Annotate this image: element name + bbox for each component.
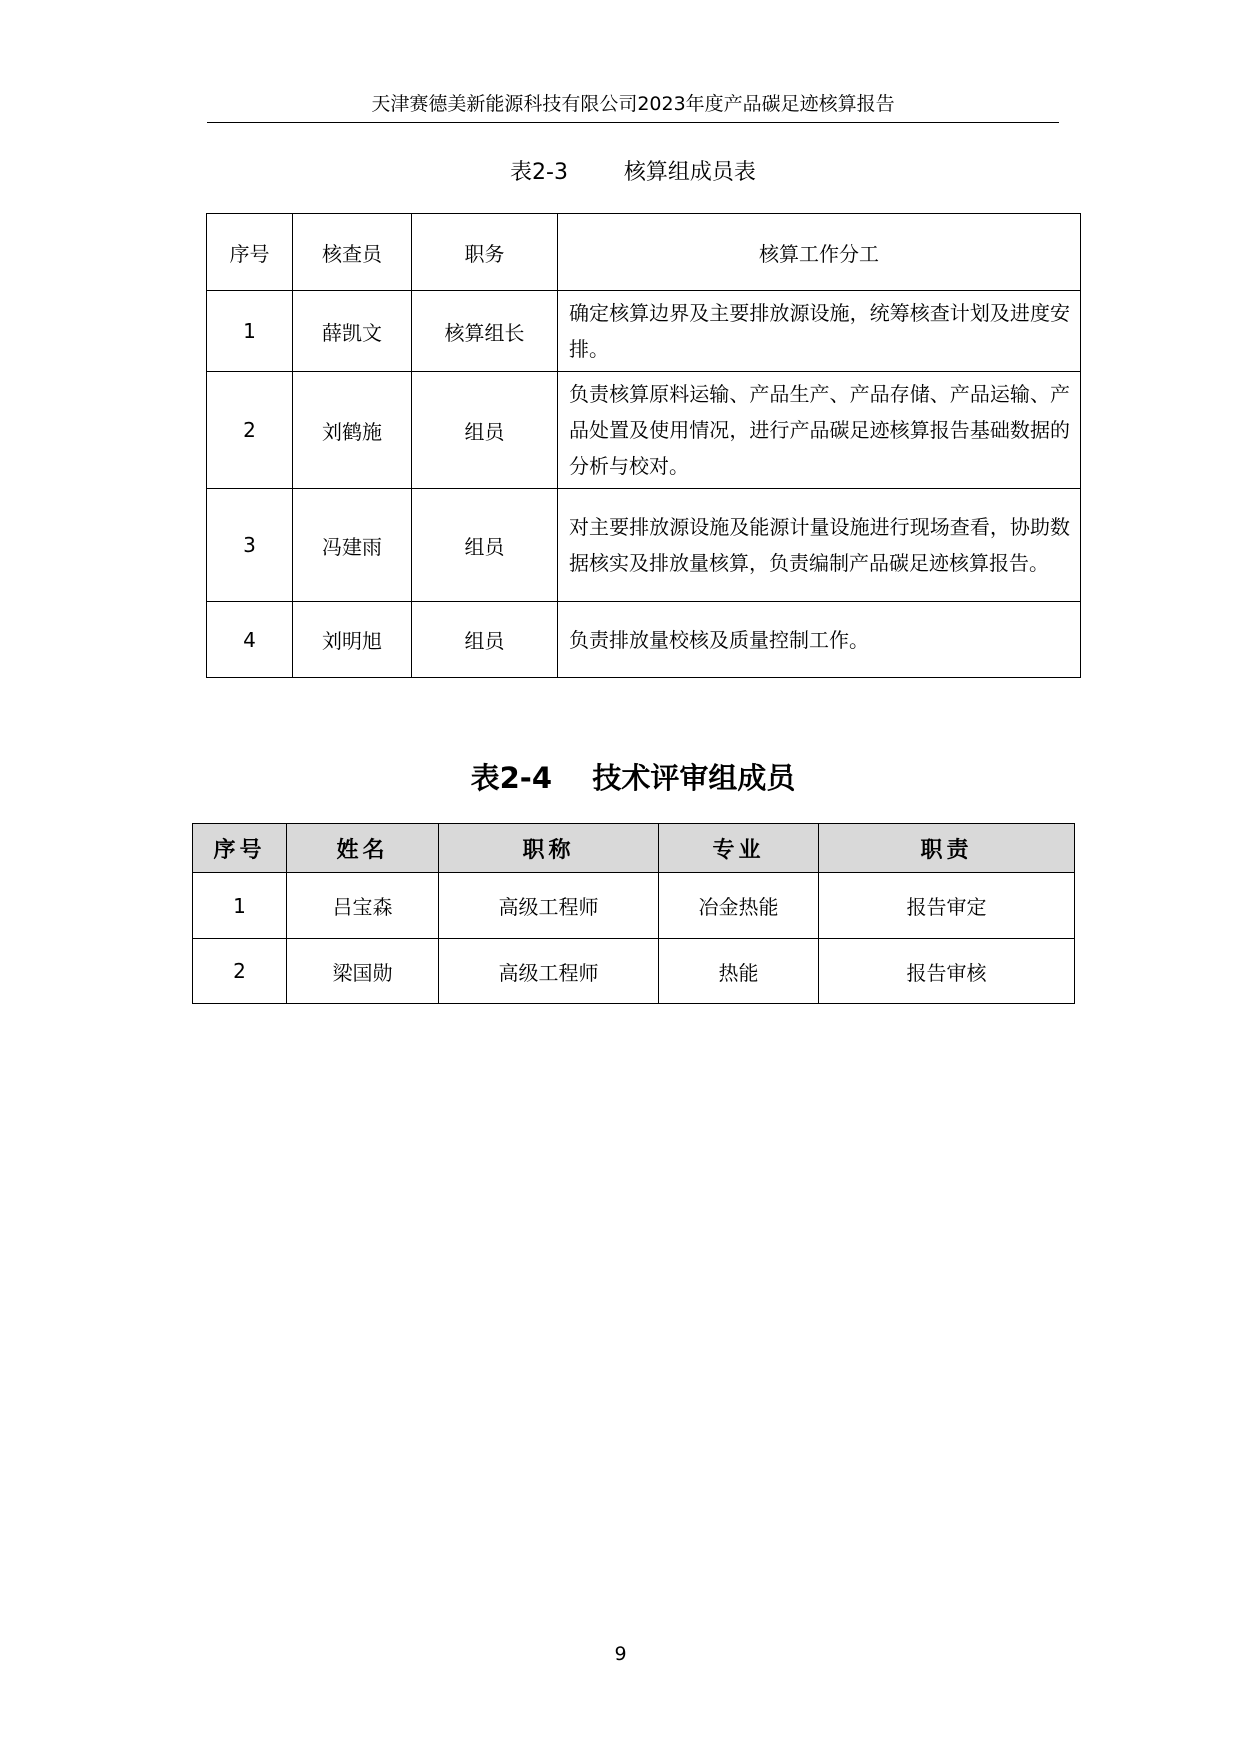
column-header-duty: 职责 <box>819 824 1075 873</box>
cell-name: 吕宝森 <box>287 873 439 939</box>
cell-position: 组员 <box>412 489 558 602</box>
table-row <box>193 939 1075 1004</box>
table-header-row <box>207 214 1081 291</box>
column-header-auditor: 核查员 <box>293 214 412 291</box>
cell-no: 1 <box>193 873 287 939</box>
cell-specialty: 热能 <box>659 939 819 1004</box>
table-row <box>207 489 1081 602</box>
cell-position: 组员 <box>412 602 558 678</box>
column-header-no: 序号 <box>207 214 293 291</box>
cell-specialty: 冶金热能 <box>659 873 819 939</box>
cell-duty: 负责核算原料运输、产品生产、产品存储、产品运输、产品处置及使用情况，进行产品碳足迹核算报告基础数据的分析与校对。 <box>558 372 1081 489</box>
column-header-no: 序号 <box>193 824 287 873</box>
cell-no: 4 <box>207 602 293 678</box>
cell-duty: 对主要排放源设施及能源计量设施进行现场查看，协助数据核实及排放量核算，负责编制产品碳足迹核算报告。 <box>558 489 1081 602</box>
cell-name: 梁国勋 <box>287 939 439 1004</box>
cell-position: 组员 <box>412 372 558 489</box>
table-2-3-caption: 表2-3 核算组成员表 <box>510 160 756 185</box>
column-header-title: 职称 <box>439 824 659 873</box>
cell-no: 2 <box>193 939 287 1004</box>
cell-name: 刘明旭 <box>293 602 412 678</box>
cell-position: 核算组长 <box>412 291 558 372</box>
cell-duty: 报告审核 <box>819 939 1075 1004</box>
cell-name: 薛凯文 <box>293 291 412 372</box>
column-header-name: 姓名 <box>287 824 439 873</box>
table-row <box>207 291 1081 372</box>
cell-duty: 报告审定 <box>819 873 1075 939</box>
cell-no: 3 <box>207 489 293 602</box>
cell-name: 刘鹤施 <box>293 372 412 489</box>
header-rule <box>207 122 1059 123</box>
column-header-position: 职务 <box>412 214 558 291</box>
technical-review-team-table <box>192 823 1075 1004</box>
table-row <box>207 602 1081 678</box>
page-number: 9 <box>614 1643 627 1665</box>
table-2-4-caption: 表2-4 技术评审组成员 <box>470 761 796 795</box>
cell-name: 冯建雨 <box>293 489 412 602</box>
cell-title: 高级工程师 <box>439 939 659 1004</box>
cell-title: 高级工程师 <box>439 873 659 939</box>
accounting-team-table <box>206 213 1081 678</box>
cell-no: 2 <box>207 372 293 489</box>
column-header-duty: 核算工作分工 <box>558 214 1081 291</box>
table-row <box>207 372 1081 489</box>
running-header: 天津赛德美新能源科技有限公司2023年度产品碳足迹核算报告 <box>371 93 895 115</box>
cell-no: 1 <box>207 291 293 372</box>
cell-duty: 负责排放量校核及质量控制工作。 <box>558 602 1081 678</box>
table-row <box>193 873 1075 939</box>
column-header-specialty: 专业 <box>659 824 819 873</box>
table-header-row <box>193 824 1075 873</box>
cell-duty: 确定核算边界及主要排放源设施，统筹核查计划及进度安排。 <box>558 291 1081 372</box>
